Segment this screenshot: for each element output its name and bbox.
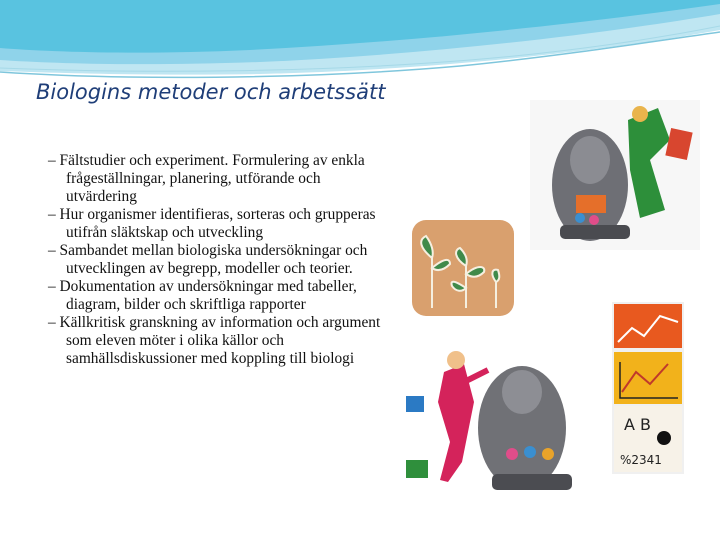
- bullet-item: – Källkritisk granskning av information och argument som eleven möter i olika källor och samhällsdiskussioner med koppling till biologi: [40, 314, 385, 368]
- svg-text:A B: A B: [624, 415, 652, 434]
- bullet-item: – Hur organismer identifieras, sorteras och grupperas utifrån släktskap och utveckling: [40, 206, 385, 242]
- bullet-item: – Fältstudier och experiment. Formulering av enkla frågeställningar, planering, utförande och utvärdering: [40, 152, 385, 206]
- bullet-item: – Sambandet mellan biologiska undersökningar och utvecklingen av begrepp, modeller och teorier.: [40, 242, 385, 278]
- microscope-woman-clipart: [404, 342, 590, 500]
- wave-decoration: [0, 0, 720, 90]
- bullet-item: – Dokumentation av undersökningar med tabeller, diagram, bilder och skriftliga rapporter: [40, 278, 385, 314]
- svg-text:%2341: %2341: [620, 453, 662, 467]
- microscope-scientist-clipart: [530, 100, 700, 250]
- chart-math-clipart: [612, 302, 684, 474]
- bullet-list: [40, 152, 385, 368]
- plant-sprouts-clipart: [410, 218, 516, 318]
- slide-title: Biologins metoder och arbetssätt: [36, 80, 386, 104]
